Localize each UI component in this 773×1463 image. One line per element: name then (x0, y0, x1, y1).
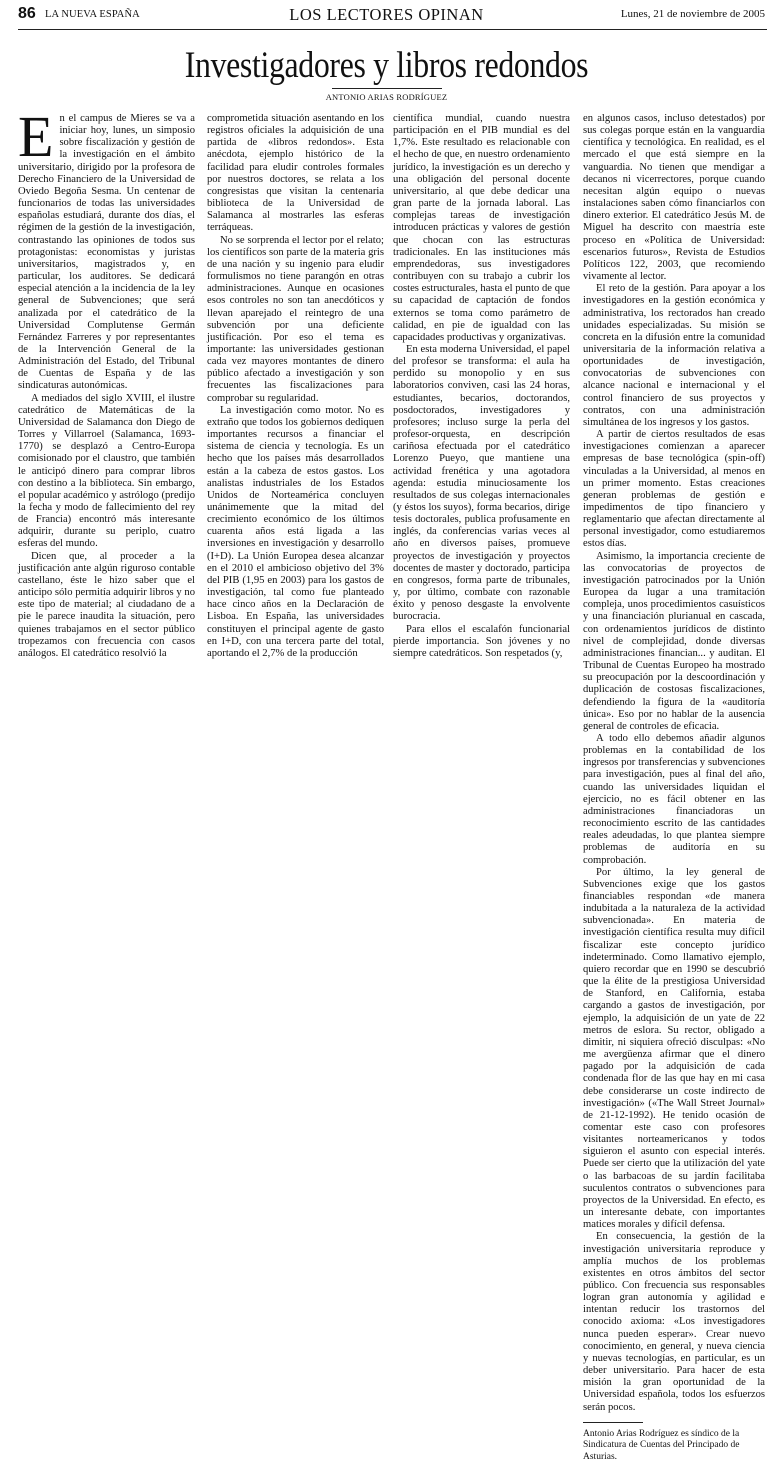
page-header (0, 0, 773, 32)
drop-cap: E (18, 104, 54, 169)
footnote-rule (583, 1422, 643, 1423)
header-rule (18, 29, 767, 30)
article-column-1 (18, 104, 195, 660)
article-paragraph: Asimismo, la importancia creciente de las convocatorias de proyectos de investigación patrocinados por la Unión Europea da lugar a una tramitación compleja, unos procedimientos casuísticos y una financiación plurianual en cascada, con ordenamientos jurídicos de distinto nivel de complejidad, donde diversas administraciones financian... y auditan. El Tribunal de Cuentas Europeo ha mostrado su preocupación por la descoordinación y duplicación de costosas fiscalizaciones, defendiendo la figura de la «auditoría única». Eso por no hablar de la ausencia general de controles de eficacia. (583, 550, 765, 732)
newspaper-name: LA NUEVA ESPAÑA (45, 9, 140, 20)
article-paragraph: En el campus de Mieres se va a iniciar hoy, lunes, un simposio sobre fiscalización y gestión de la investigación en el ámbito universitario, dirigido por la profesora de Derecho Financiero de la Universidad de Oviedo Begoña Sesma. Un centenar de funcionarios de todas las universidades españolas estudiará, durante dos días, el régimen de la gestión de la investigación, contrastando las opiniones de todos sus protagonistas: economistas y juristas universitarios, magistrados y, en particular, los auditores. Se dedicará especial atención a la incidencia de la ley general de Subvenciones; que será analizada por el catedrático de la Universidad Complutense Germán Fernández Farreres y por representantes de la Intervención General de la Administración del Estado, del Tribunal de Cuentas de España y de las sindicaturas autonómicas. (18, 104, 195, 392)
article-paragraph: En esta moderna Universidad, el papel del profesor se transforma: el aula ha perdido su monopolio y en sus laboratorios conviven, casi las 24 horas, estudiantes, becarios, doctorandos, posdoctorados, investigadores y profesores; incluso surge la perla del profesor-orquesta, en descripción cariñosa efectuada por el catedrático Lorenzo Pueyo, que mantiene una actividad frenética y una agotadora agenda: estudia minuciosamente los resultados de sus colegas internacionales (y éstos los suyos), forma becarios, dirige tesis doctorales, publica profusamente en inglés, da conferencias varias veces al año en diversos países, promueve proyectos de investigación y proyectos docentes de master y doctorado, participa en congresos, forma parte de tribunales, y, por último, combate con razonable éxito y penoso desgaste la envolvente burocracia. (393, 343, 570, 623)
issue-date: Lunes, 21 de noviembre de 2005 (620, 8, 765, 20)
article-paragraph: en algunos casos, incluso detestados) por sus colegas porque están en la vanguardia científica y tecnológica. En realidad, es el mercado el que está siempre en la vanguardia. No tienen que mendigar a decanos ni vicerrectores, porque cuando necesitan algún equipo o nuevas instalaciones saben cómo financiarlos con dinero exterior. El catedrático Jesús M. de Miguel ha descrito con maestría este proceso en «Política de Universidad: escenarios futuros», Revista de Estudios Políticos 122, 2003, que recomiendo vivamente al lector. (583, 113, 765, 283)
page-number: 86 (18, 5, 36, 22)
article-paragraph: comprometida situación asentando en los registros oficiales la adquisición de una partida de «libros redondos». Esta anécdota, ejemplo histórico de la facilidad para eludir controles formales por nuestros doctores, se relata a los congresistas que visitan la centenaria biblioteca de la Universidad de Salamanca al mostrarles las esferas terráqueas. (207, 113, 384, 234)
byline: ANTONIO ARIAS RODRÍGUEZ (325, 92, 448, 102)
article-paragraph: La investigación como motor. No es extraño que todos los gobiernos dediquen importantes recursos a financiar el sistema de ciencia y tecnología. Es un hecho que los países más desarrollados están a la cabeza de estos gastos. Los analistas industriales de los Estados Unidos de Norteamérica concluyen unánimemente que la mitad del crecimiento económico de los últimos cuarenta años está ligada a las inversiones en investigación y desarrollo (I+D). La Unión Europea desea alcanzar en el 2010 el ambicioso objetivo del 3% del PIB (1,95 en 2003) para los gastos de investigación, tal como fue planteado hace cinco años en la Declaración de Lisboa. En España, las universidades constituyen el principal agente de gasto en I+D, con una tercera parte del total, aportando el 2,7% de la producción (207, 404, 384, 659)
article-paragraph: A mediados del siglo XVIII, el ilustre catedrático de Matemáticas de la Universidad de Salamanca don Diego de Torres y Villarroel (Salamanca, 1693-1770) se desplazó a Centro-Europa comisionado por el claustro, que también le anticipó dinero para comprar libros con destino a la biblioteca. Sin embargo, el popular académico y astrólogo (predijo la fecha y modo de fallecimiento del rey de Francia) encontró más interesante adquirir, durante su periplo, cuatro esferas del mundo. (18, 392, 195, 550)
title-rule (332, 88, 442, 89)
article-paragraph: Dicen que, al proceder a la justificación ante algún riguroso contable castellano, éste le hizo saber que el anticipo sólo permitía adquirir libros y no este tipo de material; al ciudadano de a pie le parece inaudita la situación, pero quienes trabajamos en el sector público tropezamos con frecuencia con casos análogos. El catedrático resolvió la (18, 550, 195, 659)
article-column-4 (583, 113, 765, 1463)
article-paragraph: científica mundial, cuando nuestra participación en el PIB mundial es del 1,7%. Este resultado es relacionable con el hecho de que, en nuestro ordenamiento jurídico, la investigación es un derecho y una obligación del personal docente universitario, al que debe dedicar una gran parte de la jornada laboral. Las complejas tareas de investigación introducen prácticas y valores de gestión que chocan con las estructuras tradicionales. En las instituciones más emprendedoras, sus investigadores contribuyen con su trabajo a cubrir los costes estructurales, hasta el punto de que su capacidad de captación de fondos externos se toma como parámetro de calidad, en pie de igualdad con las capacidades productivas y organizativas. (393, 113, 570, 343)
article-column-3 (393, 113, 570, 660)
article-paragraph: A todo ello debemos añadir algunos problemas en la contabilidad de los ingresos por transferencias y subvenciones para investigación, pues al final del año, cuando las universidades liquidan el ejercicio, no es fácil obtener en las administraciones financiadoras un reconocimiento escrito de las cantidades reales adeudadas, lo que plantea siempre problemas de auditoría en su comprobación. (583, 732, 765, 866)
article-paragraph: A partir de ciertos resultados de esas investigaciones comienzan a aparecer empresas de base tecnológica (spin-off) vinculadas a la Universidad, al menos en un primer momento. Estas creaciones generan problemas de gestión e impedimentos de tipo financiero y reglamentario que afectan directamente al personal investigador, como estudiaremos estos días. (583, 429, 765, 550)
article-column-2 (207, 113, 384, 660)
author-footnote: Antonio Arias Rodríguez es síndico de la Sindicatura de Cuentas del Principado de Asturias. (583, 1428, 740, 1462)
article-paragraph: Por último, la ley general de Subvenciones exige que los gastos financiables respondan «de manera indubitada a la naturaleza de la actividad subvencionada». En materia de investigación científica resulta muy difícil fiscalizar este concepto jurídico indeterminado. Como llamativo ejemplo, quiero recordar que en 1990 se descubrió que la élite de la prestigiosa Universidad de Stanford, en California, estaba cargando a gastos de investigación, por ejemplo, la adquisición de un yate de 22 metros de eslora. Su rector, obligado a dimitir, ni siquiera ofreció disculpas: «No me avergüenza afirmar que el dinero pagado por la adquisición de cada condenada flor de las que hay en mi casa debe considerarse un coste indirecto de investigación» («The Wall Street Journal» de 21-12-1992). He tenido ocasión de comentar este caso con profesores visitantes norteamericanos y todos siguieron el asunto con especial interés. Puede ser cierto que la utilización del yate o las barbacoas de su jardín facilitaba suculentos contratos o subvenciones para proyectos de la Universidad. En efecto, es un interesante debate, con importantes matices morales y difícil defensa. (583, 866, 765, 1231)
article-title: Investigadores y libros redondos (184, 45, 589, 86)
article-paragraph: En consecuencia, la gestión de la investigación universitaria reproduce y amplía muchos de los problemas existentes en otros ámbitos del sector público. Con frecuencia sus responsables logran gran autonomía y agilidad e intentan reducir los trastornos del conocido axioma: «Los investigadores nunca pueden esperar». Crear nuevo conocimiento, en general, y nueva ciencia y nuevas tecnologías, en particular, es un deber universitario. Para hacer de esta misión la gran oportunidad de la Universidad española, todos los esfuerzos serán pocos. (583, 1231, 765, 1413)
article-paragraph: No se sorprenda el lector por el relato; los científicos son parte de la materia gris de una nación y su ingenio para eludir formulismos no tiene parangón en otras administraciones. Aunque en ocasiones esos controles no son tan anecdóticos y llevan aparejado el reintegro de una subvención por una deficiente justificación. Por eso el tema es importante: las universidades gestionan cada vez mayores montantes de dinero público afectado a investigación y son frecuentes las fiscalizaciones para comprobar su regularidad. (207, 234, 384, 404)
article-paragraph: El reto de la gestión. Para apoyar a los investigadores en la gestión económica y administrativa, los rectorados han creado unidades especializadas. Su misión se concreta en la difusión entre la comunidad universitaria de la información relativa a oportunidades de investigación, convocatorias de subvenciones con alcance nacional e internacional y el control financiero de sus proyectos y contratos, con una administración simultánea de los ingresos y los gastos. (583, 283, 765, 428)
section-title: LOS LECTORES OPINAN (289, 5, 484, 24)
article-paragraph: Para ellos el escalafón funcionarial pierde importancia. Son jóvenes y no siempre catedráticos. Son respetados (y, (393, 623, 570, 659)
